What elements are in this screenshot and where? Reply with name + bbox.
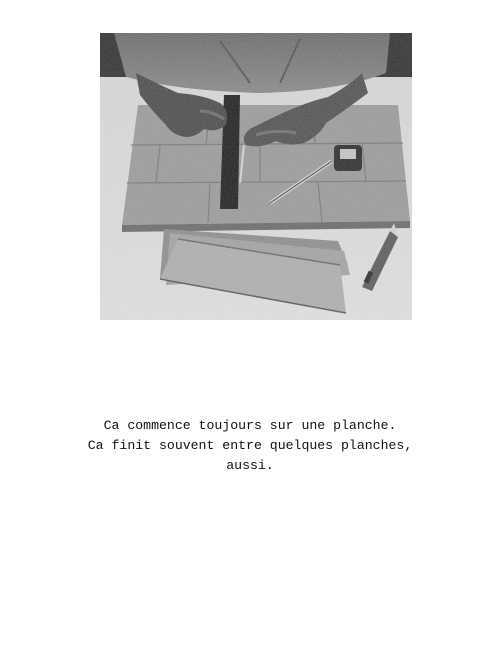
photo-illustration <box>100 33 412 320</box>
caption-line-2: Ca finit souvent entre quelques planches, <box>87 438 413 453</box>
caption-text <box>50 416 450 476</box>
photograph-hands-measuring-cork-board <box>100 33 412 320</box>
caption-line-3: aussi. <box>226 458 274 473</box>
caption-line-1: Ca commence toujours sur une planche. <box>103 418 397 433</box>
